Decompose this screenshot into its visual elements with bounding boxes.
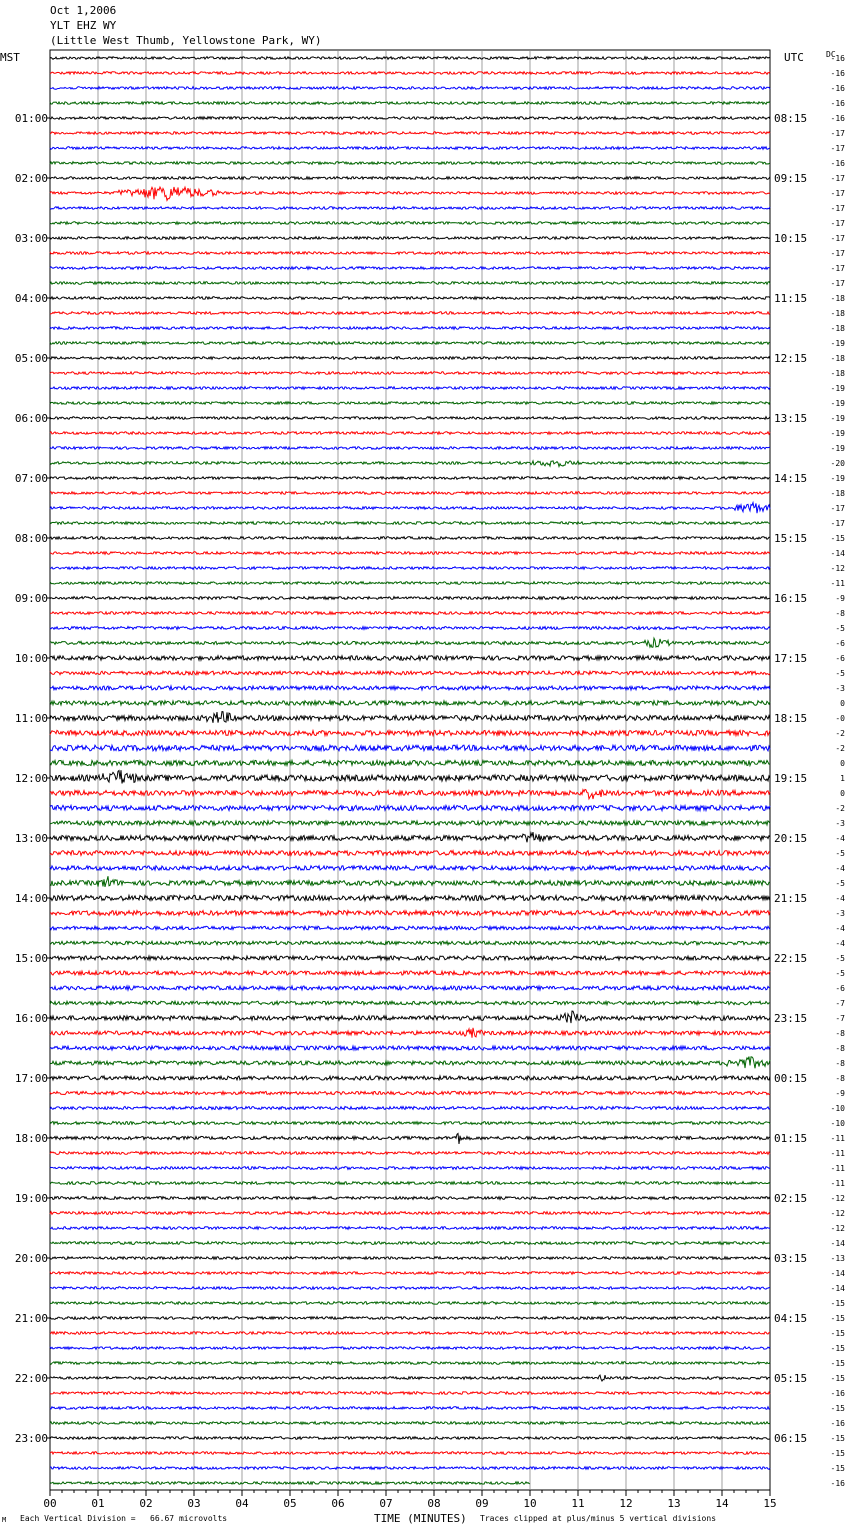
corner-mark: M: [2, 1516, 7, 1524]
dc-offset-label: -15: [830, 1434, 845, 1443]
dc-offset-label: -4: [835, 834, 845, 843]
trace-row: [50, 432, 770, 435]
trace-row: [50, 821, 770, 825]
trace-row: [50, 876, 770, 887]
trace-row: [50, 1011, 770, 1023]
trace-row: [50, 1107, 770, 1110]
dc-offset-label: -5: [835, 624, 845, 633]
mst-hour-label: 08:00: [14, 532, 48, 545]
trace-row: [50, 222, 770, 225]
dc-offset-label: -18: [830, 309, 845, 318]
dc-offset-label: -7: [835, 1014, 845, 1023]
mst-hour-label: 14:00: [14, 892, 48, 905]
x-tick-label: 01: [91, 1497, 105, 1510]
utc-hour-label: 15:15: [774, 532, 808, 545]
utc-hour-label: 03:15: [774, 1252, 808, 1265]
trace-row: [50, 1375, 770, 1381]
dc-offset-label: -16: [830, 99, 845, 108]
dc-offset-label: -11: [830, 1164, 845, 1173]
trace-row: [50, 1437, 770, 1440]
trace-row: [50, 147, 770, 150]
utc-hour-label: 21:15: [774, 892, 808, 905]
x-tick-label: 09: [475, 1497, 489, 1510]
trace-row: [50, 1317, 770, 1320]
trace-row: [50, 477, 770, 480]
dc-offset-label: -5: [835, 879, 845, 888]
trace-row: [50, 971, 770, 975]
mst-hour-label: 12:00: [14, 772, 48, 785]
dc-offset-label: 0: [840, 699, 845, 708]
mst-hour-label: 16:00: [14, 1012, 48, 1025]
trace-row: [50, 282, 770, 285]
trace-row: [50, 503, 770, 514]
trace-row: [50, 1242, 770, 1245]
dc-offset-label: -15: [830, 534, 845, 543]
dc-offset-label: -8: [835, 1044, 845, 1053]
x-tick-label: 13: [667, 1497, 681, 1510]
trace-row: [50, 1257, 770, 1260]
dc-offset-label: -18: [830, 324, 845, 333]
dc-offset-label: -10: [830, 1104, 845, 1113]
x-tick-label: 12: [619, 1497, 633, 1510]
trace-row: [50, 730, 770, 735]
dc-offset-label: -15: [830, 1359, 845, 1368]
dc-offset-label: -19: [830, 384, 845, 393]
dc-offset-label: -16: [830, 114, 845, 123]
x-tick-label: 05: [283, 1497, 297, 1510]
trace-row: [50, 1028, 770, 1038]
dc-offset-label: -15: [830, 1464, 845, 1473]
mst-hour-label: 20:00: [14, 1252, 48, 1265]
trace-row: [50, 1134, 770, 1144]
trace-row: [50, 1046, 770, 1050]
trace-row: [50, 1392, 770, 1395]
trace-row: [50, 789, 770, 799]
trace-row: [50, 1212, 770, 1215]
utc-hour-label: 04:15: [774, 1312, 808, 1325]
axis-labels: [15, 54, 845, 1510]
trace-row: [50, 461, 770, 467]
trace-row: [50, 1467, 770, 1470]
trace-row: [50, 117, 770, 120]
trace-row: [50, 597, 770, 600]
mst-hour-label: 19:00: [14, 1192, 48, 1205]
seismic-traces: [50, 57, 770, 1485]
trace-row: [50, 187, 770, 200]
trace-row: [50, 57, 770, 60]
dc-offset-label: -10: [830, 1119, 845, 1128]
dc-offset-label: -17: [830, 144, 845, 153]
trace-row: [50, 986, 770, 990]
dc-offset-label: -4: [835, 924, 845, 933]
x-tick-label: 15: [763, 1497, 777, 1510]
x-tick-label: 00: [43, 1497, 57, 1510]
dc-offset-label: -12: [830, 1224, 845, 1233]
mst-hour-label: 04:00: [14, 292, 48, 305]
dc-offset-label: -16: [830, 1419, 845, 1428]
dc-offset-label: -12: [830, 564, 845, 573]
utc-hour-label: 06:15: [774, 1432, 808, 1445]
mst-hour-label: 13:00: [14, 832, 48, 845]
dc-offset-label: -17: [830, 234, 845, 243]
mst-hour-label: 11:00: [14, 712, 48, 725]
utc-hour-label: 10:15: [774, 232, 808, 245]
dc-offset-label: -4: [835, 939, 845, 948]
utc-hour-label: 08:15: [774, 112, 808, 125]
trace-row: [50, 1197, 770, 1200]
dc-offset-label: -15: [830, 1404, 845, 1413]
trace-row: [50, 832, 770, 842]
dc-offset-label: -5: [835, 669, 845, 678]
dc-offset-label: -5: [835, 954, 845, 963]
trace-row: [50, 1332, 770, 1335]
trace-row: [50, 926, 770, 930]
utc-hour-label: 13:15: [774, 412, 808, 425]
utc-hour-label: 09:15: [774, 172, 808, 185]
trace-row: [50, 87, 770, 90]
x-tick-label: 02: [139, 1497, 153, 1510]
trace-row: [50, 671, 770, 675]
trace-row: [50, 417, 770, 420]
dc-offset-label: -2: [835, 729, 845, 738]
dc-offset-label: -19: [830, 474, 845, 483]
right-timezone-label: UTC: [784, 51, 804, 64]
mst-hour-label: 06:00: [14, 412, 48, 425]
dc-offset-label: -3: [835, 909, 845, 918]
dc-offset-label: -17: [830, 204, 845, 213]
dc-offset-label: -17: [830, 219, 845, 228]
trace-row: [50, 1057, 770, 1069]
dc-offset-label: -16: [830, 69, 845, 78]
trace-row: [50, 770, 770, 783]
dc-offset-label: -19: [830, 414, 845, 423]
left-timezone-label: MST: [0, 51, 20, 64]
dc-offset-label: -5: [835, 849, 845, 858]
x-tick-label: 07: [379, 1497, 393, 1510]
mst-hour-label: 10:00: [14, 652, 48, 665]
utc-hour-label: 16:15: [774, 592, 808, 605]
trace-row: [50, 686, 770, 690]
trace-row: [50, 745, 770, 751]
mst-hour-label: 23:00: [14, 1432, 48, 1445]
trace-row: [50, 492, 770, 495]
x-tick-label: 10: [523, 1497, 537, 1510]
trace-row: [50, 162, 770, 165]
dc-offset-label: -8: [835, 609, 845, 618]
dc-offset-label: -9: [835, 594, 845, 603]
trace-row: [50, 851, 770, 856]
scale-note: Each Vertical Division = 66.67 microvolts: [20, 1514, 228, 1523]
utc-hour-label: 12:15: [774, 352, 808, 365]
dc-offset-label: -12: [830, 1209, 845, 1218]
dc-offset-label: 1: [840, 774, 845, 783]
trace-row: [50, 447, 770, 450]
dc-offset-label: -16: [830, 1389, 845, 1398]
dc-offset-label: -14: [830, 1269, 845, 1278]
trace-row: [50, 1122, 770, 1125]
trace-row: [50, 1001, 770, 1005]
x-tick-label: 06: [331, 1497, 345, 1510]
trace-row: [50, 1362, 770, 1365]
plot-date: Oct 1,2006: [50, 4, 117, 17]
dc-offset-label: -17: [830, 279, 845, 288]
trace-row: [50, 911, 770, 916]
x-tick-label: 04: [235, 1497, 249, 1510]
utc-hour-label: 05:15: [774, 1372, 808, 1385]
dc-offset-label: -11: [830, 579, 845, 588]
x-tick-label: 03: [187, 1497, 201, 1510]
utc-hour-label: 22:15: [774, 952, 808, 965]
x-tick-label: 08: [427, 1497, 441, 1510]
dc-offset-label: -8: [835, 1074, 845, 1083]
utc-hour-label: 18:15: [774, 712, 808, 725]
dc-offset-label: 0: [840, 759, 845, 768]
dc-offset-label: -15: [830, 1299, 845, 1308]
trace-row: [50, 342, 770, 345]
dc-offset-label: -17: [830, 189, 845, 198]
trace-row: [50, 522, 770, 525]
dc-offset-label: -13: [830, 1254, 845, 1263]
utc-hour-label: 20:15: [774, 832, 808, 845]
x-tick-label: 14: [715, 1497, 729, 1510]
trace-row: [50, 1302, 770, 1305]
trace-row: [50, 656, 770, 660]
mst-hour-label: 21:00: [14, 1312, 48, 1325]
trace-row: [50, 1091, 770, 1094]
dc-offset-label: -8: [835, 1029, 845, 1038]
utc-hour-label: 11:15: [774, 292, 808, 305]
dc-offset-label: -15: [830, 1449, 845, 1458]
utc-hour-label: 23:15: [774, 1012, 808, 1025]
trace-row: [50, 132, 770, 135]
trace-row: [50, 72, 770, 75]
dc-offset-label: -14: [830, 1239, 845, 1248]
dc-offset-label: -17: [830, 519, 845, 528]
trace-row: [50, 1167, 770, 1170]
station-code: YLT EHZ WY: [50, 19, 117, 32]
clip-note: Traces clipped at plus/minus 5 vertical divisions: [480, 1514, 717, 1523]
trace-row: [50, 627, 770, 630]
trace-row: [50, 252, 770, 255]
utc-hour-label: 17:15: [774, 652, 808, 665]
dc-offset-label: -17: [830, 504, 845, 513]
trace-row: [50, 177, 770, 180]
dc-offset-label: -16: [830, 54, 845, 63]
trace-row: [50, 102, 770, 105]
trace-row: [50, 1452, 770, 1455]
trace-row: [50, 760, 770, 765]
trace-row: [50, 537, 770, 540]
dc-offset-label: -17: [830, 174, 845, 183]
trace-row: [50, 1287, 770, 1290]
dc-offset-label: -17: [830, 264, 845, 273]
dc-offset-label: -9: [835, 1089, 845, 1098]
trace-row: [50, 267, 770, 270]
utc-hour-label: 02:15: [774, 1192, 808, 1205]
dc-offset-label: -12: [830, 1194, 845, 1203]
dc-offset-label: -18: [830, 294, 845, 303]
dc-offset-label: -11: [830, 1179, 845, 1188]
dc-offset-label: -5: [835, 969, 845, 978]
trace-row: [50, 866, 770, 870]
trace-row: [50, 1422, 770, 1425]
station-location: (Little West Thumb, Yellowstone Park, WY): [50, 34, 322, 47]
utc-hour-label: 14:15: [774, 472, 808, 485]
dc-offset-label: -6: [835, 984, 845, 993]
trace-row: [50, 1076, 770, 1080]
dc-offset-label: -15: [830, 1344, 845, 1353]
dc-offset-label: -18: [830, 354, 845, 363]
dc-offset-label: -2: [835, 804, 845, 813]
mst-hour-label: 18:00: [14, 1132, 48, 1145]
trace-row: [50, 357, 770, 360]
dc-offset-label: 0: [840, 789, 845, 798]
mst-hour-label: 07:00: [14, 472, 48, 485]
trace-row: [50, 297, 770, 300]
utc-hour-label: 19:15: [774, 772, 808, 785]
mst-hour-label: 01:00: [14, 112, 48, 125]
trace-row: [50, 638, 770, 647]
trace-row: [50, 1182, 770, 1185]
dc-offset-label: -16: [830, 159, 845, 168]
trace-row: [50, 712, 770, 723]
dc-offset-label: -15: [830, 1314, 845, 1323]
dc-offset-label: -19: [830, 444, 845, 453]
dc-offset-label: -16: [830, 84, 845, 93]
dc-offset-label: -11: [830, 1149, 845, 1158]
dc-offset-label: -2: [835, 744, 845, 753]
trace-row: [50, 237, 770, 240]
dc-offset-label: -11: [830, 1134, 845, 1143]
trace-row: [50, 372, 770, 375]
dc-offset-label: -18: [830, 369, 845, 378]
trace-row: [50, 1347, 770, 1350]
x-tick-label: 11: [571, 1497, 585, 1510]
dc-offset-label: -6: [835, 639, 845, 648]
x-axis-title: TIME (MINUTES): [374, 1512, 467, 1525]
dc-offset-label: -19: [830, 399, 845, 408]
trace-row: [50, 387, 770, 390]
dc-offset-label: -19: [830, 339, 845, 348]
dc-offset-label: -15: [830, 1329, 845, 1338]
dc-offset-label: -17: [830, 129, 845, 138]
dc-offset-label: -15: [830, 1374, 845, 1383]
mst-hour-label: 02:00: [14, 172, 48, 185]
mst-hour-label: 09:00: [14, 592, 48, 605]
trace-row: [50, 327, 770, 330]
dc-offset-label: -8: [835, 1059, 845, 1068]
dc-offset-label: -19: [830, 429, 845, 438]
dc-offset-label: -16: [830, 1479, 845, 1488]
utc-hour-label: 01:15: [774, 1132, 808, 1145]
trace-row: [50, 895, 770, 900]
trace-row: [50, 207, 770, 210]
trace-row: [50, 805, 770, 810]
dc-offset-label: -14: [830, 1284, 845, 1293]
mst-hour-label: 05:00: [14, 352, 48, 365]
trace-row: [50, 701, 770, 705]
dc-offset-label: -18: [830, 489, 845, 498]
dc-offset-label: -17: [830, 249, 845, 258]
mst-hour-label: 15:00: [14, 952, 48, 965]
trace-row: [50, 1272, 770, 1275]
trace-row: [50, 1227, 770, 1230]
dc-offset-label: -3: [835, 819, 845, 828]
trace-row: [50, 956, 770, 960]
trace-row: [50, 402, 770, 405]
dc-offset-label: -3: [835, 684, 845, 693]
dc-offset-label: -4: [835, 894, 845, 903]
trace-row: [50, 1152, 770, 1155]
dc-offset-label: -6: [835, 654, 845, 663]
utc-hour-label: 00:15: [774, 1072, 808, 1085]
mst-hour-label: 03:00: [14, 232, 48, 245]
dc-offset-header: DC: [826, 50, 836, 59]
trace-row: [50, 612, 770, 615]
mst-hour-label: 17:00: [14, 1072, 48, 1085]
trace-row: [50, 312, 770, 315]
trace-row: [50, 582, 770, 585]
dc-offset-label: -7: [835, 999, 845, 1008]
trace-row: [50, 1407, 770, 1410]
dc-offset-label: -14: [830, 549, 845, 558]
trace-row: [50, 552, 770, 555]
trace-row: [50, 941, 770, 945]
dc-offset-label: -20: [830, 459, 845, 468]
dc-offset-label: -0: [835, 714, 845, 723]
trace-row: [50, 567, 770, 570]
mst-hour-label: 22:00: [14, 1372, 48, 1385]
dc-offset-label: -4: [835, 864, 845, 873]
